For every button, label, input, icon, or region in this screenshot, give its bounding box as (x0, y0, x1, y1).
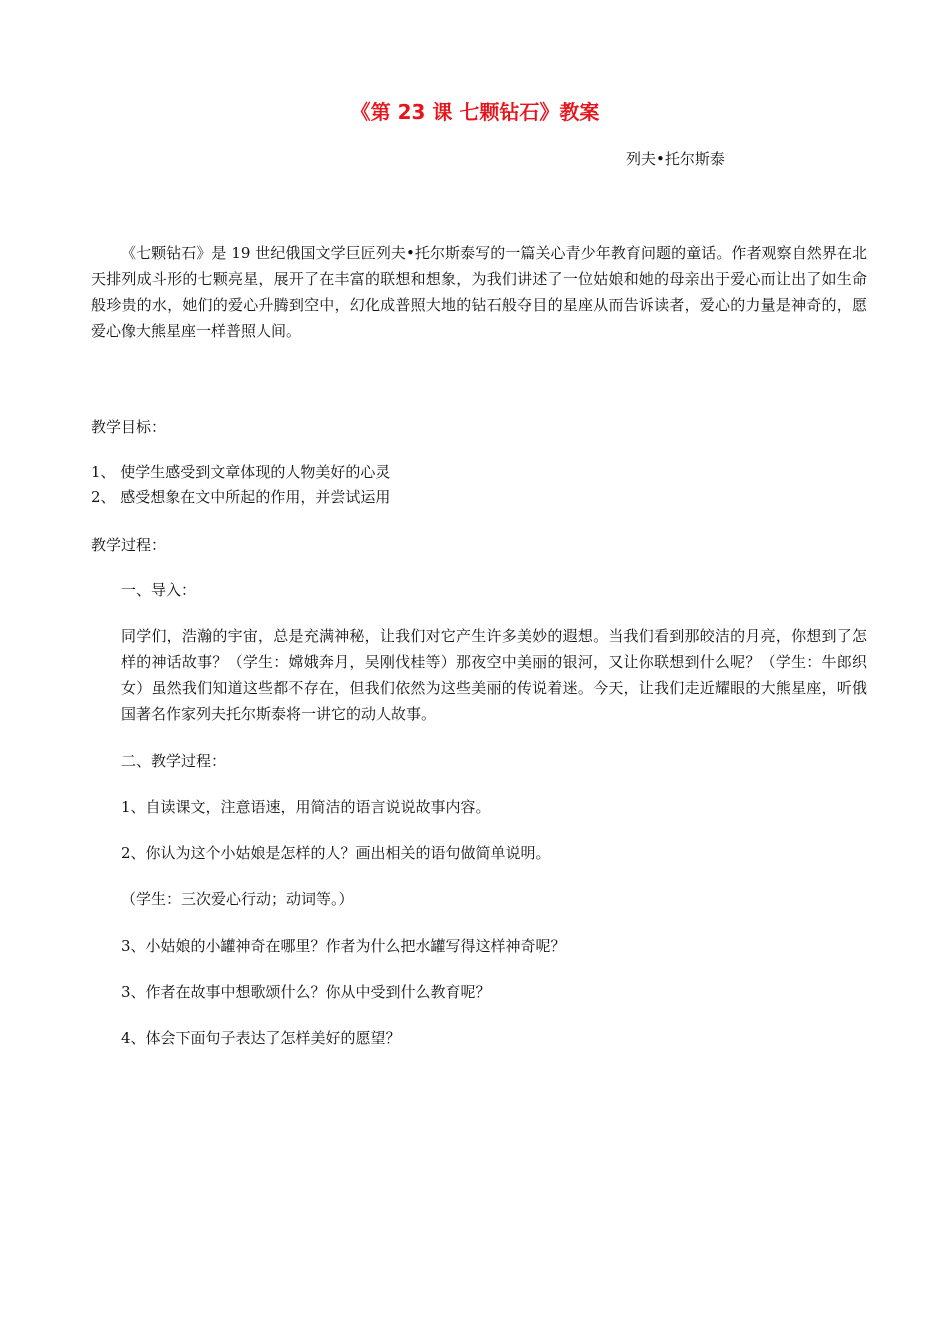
step-note: （学生：三次爱心行动；动词等。） (121, 890, 354, 908)
step-item-5: 4、体会下面句子表达了怎样美好的愿望？ (121, 1029, 401, 1047)
author-name: 列夫•托尔斯泰 (626, 150, 725, 168)
step-item-2: 2、你认为这个小姑娘是怎样的人？画出相关的语句做简单说明。 (121, 844, 551, 862)
step-item-1: 1、自读课文，注意语速，用简洁的语言说说故事内容。 (121, 798, 491, 816)
intro-paragraph: 《七颗钻石》是 19 世纪俄国文学巨匠列夫•托尔斯泰写的一篇关心青少年教育问题的童话。作者观察自然界在北天排列成斗形的七颗亮星，展开了在丰富的联想和想象，为我们讲述了一位姑娘和她的母亲出于爱心而让出了如生命般珍贵的水，她们的爱心升腾到空中，幻化成普照大地的钻石般夺目的星座从而告诉读者，爱心的力量是神奇的，愿爱心像大熊星座一样普照人间。 (91, 244, 867, 340)
step-item-3: 3、小姑娘的小罐神奇在哪里？作者为什么把水罐写得这样神奇呢？ (121, 937, 566, 955)
goals-heading: 教学目标： (91, 418, 167, 436)
process-heading: 教学过程： (91, 536, 167, 554)
goal-item-2: 2、 感受想象在文中所起的作用，并尝试运用 (91, 488, 391, 506)
section-1-heading: 一、导入： (121, 581, 197, 599)
step-item-4: 3、作者在故事中想歌颂什么？你从中受到什么教育呢？ (121, 983, 491, 1001)
section-2-heading: 二、教学过程： (121, 752, 227, 770)
goal-item-1: 1、 使学生感受到文章体现的人物美好的心灵 (91, 463, 391, 481)
document-title: 《第 23 课 七颗钻石》教案 (350, 100, 600, 124)
section-1-paragraph: 同学们，浩瀚的宇宙，总是充满神秘，让我们对它产生许多美妙的遐想。当我们看到那皎洁的月亮，你想到了怎样的神话故事？（学生：嫦娥奔月，吴刚伐桂等）那夜空中美丽的银河，又让你联想到什么呢？（学生：牛郎织女）虽然我们知道这些都不存在，但我们依然为这些美丽的传说着迷。今天，让我们走近耀眼的大熊星座，听俄国著名作家列夫托尔斯泰将一讲它的动人故事。 (121, 627, 867, 723)
